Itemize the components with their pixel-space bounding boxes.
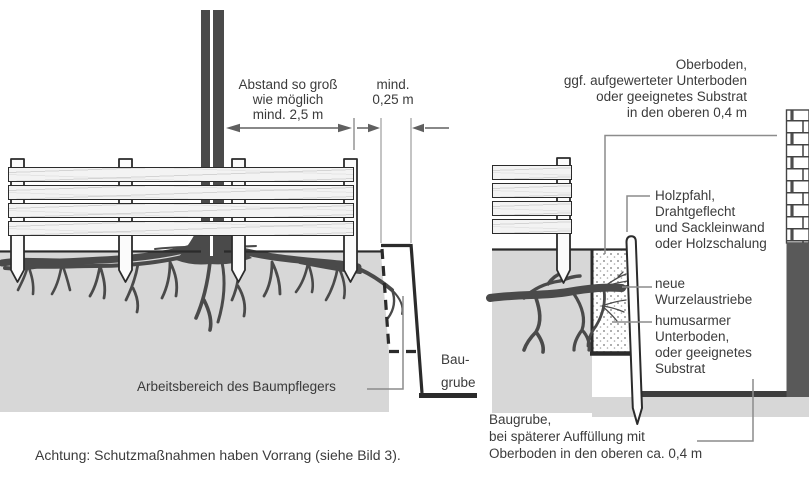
backfill-stipple (592, 250, 628, 354)
subsoil-label (655, 313, 752, 377)
right-pit-label-line: Oberboden in den oberen ca. 0,4 m (489, 446, 703, 461)
right-soil (492, 250, 592, 413)
subsoil-label-line: Unterboden, (655, 329, 730, 344)
distance-dimension-label (217, 77, 359, 122)
dimension-text-line: mind. 2,5 m (252, 107, 324, 122)
topsoil-label (540, 57, 747, 121)
topsoil-label-line: Oberboden, (675, 57, 747, 72)
fence-plank (8, 185, 354, 200)
fence-plank (492, 219, 572, 234)
subsoil-label-line: Substrat (655, 361, 706, 376)
root-sprouts-label-line: neue (655, 276, 686, 291)
root-sprouts-label (655, 276, 752, 308)
right-pit-label-line: bei späterer Auffüllung mit (489, 429, 645, 444)
slanted-wood-post (627, 236, 643, 424)
subsoil-label-line: oder geeignetes (655, 345, 752, 360)
dimension-text-line: mind. (376, 77, 410, 92)
topsoil-label-line: oder geeignetes Substrat (596, 89, 747, 104)
fence-plank (8, 167, 354, 182)
topsoil-label-line: in den oberen 0,4 m (626, 105, 747, 120)
right-pit-label-line: Baugrube, (489, 412, 552, 427)
wall-below-ground (787, 243, 809, 397)
wood-post-label-line: Holzpfahl, (655, 188, 716, 203)
wood-post-label-line: Drahtgeflecht (655, 204, 736, 219)
fence-plank (492, 165, 572, 180)
fence-plank (492, 183, 572, 198)
dimension-text-line: 0,25 m (372, 92, 414, 107)
fence-plank (8, 203, 354, 218)
tree-trunk (201, 10, 224, 256)
figure-caption: Achtung: Schutzmaßnahmen haben Vorrang (siehe Bild 3). (35, 447, 401, 463)
offset-dimension-label (353, 77, 433, 107)
subsoil-label-line: humusarmer (655, 313, 731, 328)
work-area-label: Arbeitsbereich des Baumpflegers (137, 379, 336, 394)
right-pit-label (489, 411, 702, 462)
masonry-wall (787, 110, 809, 243)
wood-post-label-line: und Sackleinwand (655, 220, 765, 235)
pit-label-line: Bau- (441, 352, 470, 367)
dimension-text-line: Abstand so groß (238, 77, 338, 92)
wood-post-label (655, 188, 767, 252)
fence-plank (492, 201, 572, 216)
root-sprouts-label-line: Wurzelaustriebe (655, 292, 753, 307)
left-pit-label (441, 348, 476, 394)
wood-post-label-line: oder Holzschalung (655, 236, 767, 251)
pit-label-line: grube (441, 375, 476, 390)
ground-band (640, 391, 787, 397)
fence-plank (8, 221, 354, 236)
dimension-text-line: wie möglich (252, 92, 324, 107)
topsoil-label-line: ggf. aufgewerteter Unterboden (563, 73, 747, 88)
